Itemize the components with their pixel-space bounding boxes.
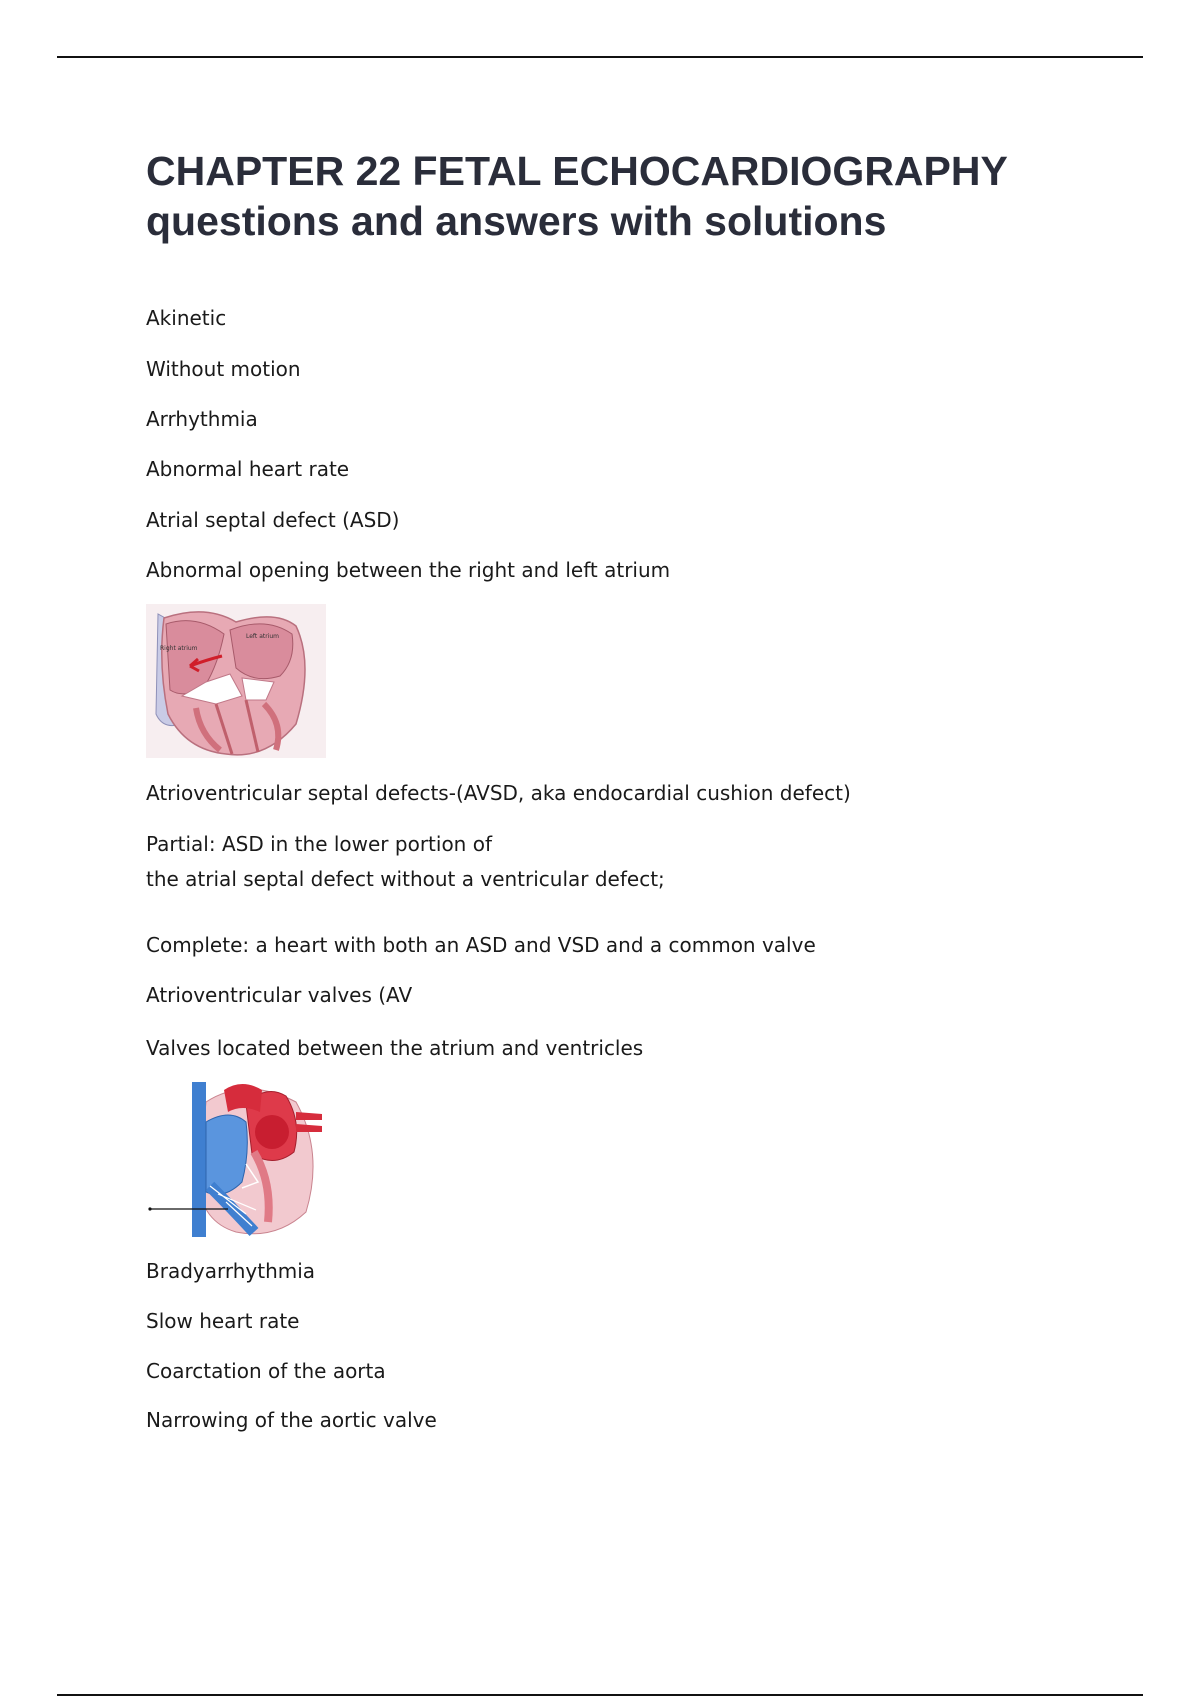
term-coarctation: Coarctation of the aorta bbox=[146, 1359, 386, 1383]
term-asd: Atrial septal defect (ASD) bbox=[146, 508, 400, 532]
heart-asd-illustration-icon bbox=[146, 604, 326, 758]
term-av-valves: Atrioventricular valves (AV bbox=[146, 983, 413, 1007]
term-avsd: Atrioventricular septal defects-(AVSD, aka endocardial cushion defect) bbox=[146, 781, 851, 805]
heart-valves-illustration-icon bbox=[146, 1082, 326, 1237]
definition-avsd-complete: Complete: a heart with both an ASD and VSD and a common valve bbox=[146, 933, 816, 957]
definition-av-valves: Valves located between the atrium and ventricles bbox=[146, 1036, 644, 1060]
definition-bradyarrhythmia: Slow heart rate bbox=[146, 1309, 300, 1333]
av-valves-heart-figure bbox=[146, 1082, 326, 1237]
document-title bbox=[146, 146, 1146, 246]
title-line-1: CHAPTER 22 FETAL ECHOCARDIOGRAPHY bbox=[146, 148, 1008, 194]
bottom-rule bbox=[57, 1694, 1143, 1696]
definition-coarctation: Narrowing of the aortic valve bbox=[146, 1408, 437, 1432]
top-rule bbox=[57, 56, 1143, 58]
title-line-2: questions and answers with solutions bbox=[146, 198, 887, 244]
term-akinetic: Akinetic bbox=[146, 306, 227, 330]
asd-left-atrium-label: Left atrium bbox=[246, 633, 280, 640]
asd-heart-figure bbox=[146, 604, 326, 758]
definition-avsd-partial-line-1: Partial: ASD in the lower portion of bbox=[146, 832, 492, 856]
term-arrhythmia: Arrhythmia bbox=[146, 407, 258, 431]
asd-right-atrium-label: Right atrium bbox=[160, 645, 198, 652]
definition-asd: Abnormal opening between the right and left atrium bbox=[146, 558, 671, 582]
definition-akinetic: Without motion bbox=[146, 357, 301, 381]
definition-arrhythmia: Abnormal heart rate bbox=[146, 457, 350, 481]
definition-avsd-partial-line-2: the atrial septal defect without a ventricular defect; bbox=[146, 867, 665, 891]
term-bradyarrhythmia: Bradyarrhythmia bbox=[146, 1259, 316, 1283]
